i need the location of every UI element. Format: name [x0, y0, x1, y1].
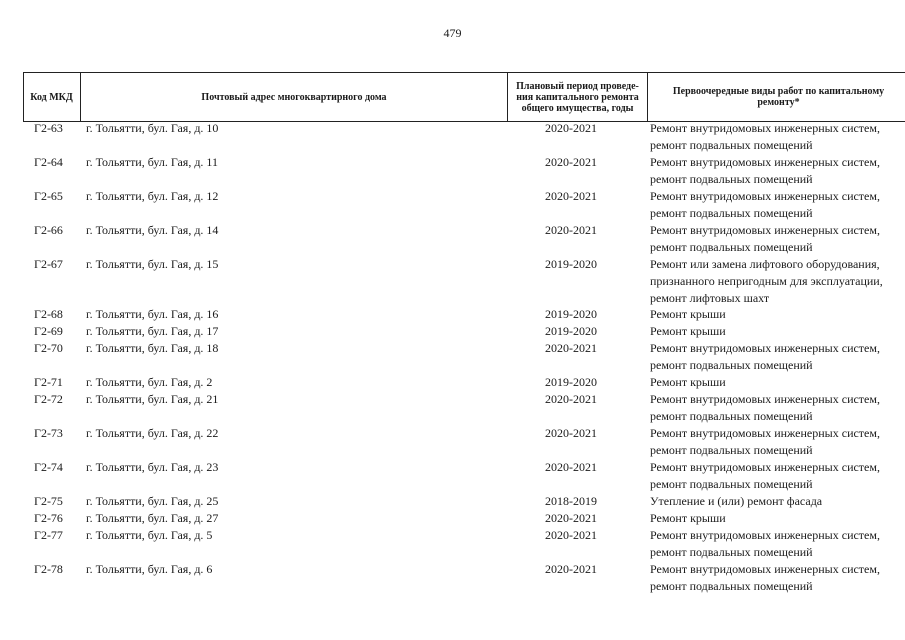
row-works-line: Ремонт внутридомовых инженерных систем,: [650, 223, 880, 237]
row-code: Г2-66: [34, 223, 63, 237]
row-works-line: ремонт подвальных помещений: [650, 545, 813, 559]
row-works: [650, 222, 905, 256]
row-works: [650, 527, 905, 561]
row-works: [650, 256, 905, 307]
row-period: 2020-2021: [545, 341, 597, 355]
row-works-line: Ремонт внутридомовых инженерных систем,: [650, 341, 880, 355]
row-works-line: Ремонт или замена лифтового оборудования,: [650, 257, 880, 271]
row-address: г. Тольятти, бул. Гая, д. 27: [86, 511, 219, 525]
row-address: г. Тольятти, бул. Гая, д. 25: [86, 494, 219, 508]
row-period: 2019-2020: [545, 324, 597, 338]
row-works: [650, 425, 905, 459]
row-code: Г2-77: [34, 528, 63, 542]
row-period: 2020-2021: [545, 562, 597, 576]
row-period: 2020-2021: [545, 155, 597, 169]
row-works: [650, 120, 905, 154]
row-works-line: ремонт подвальных помещений: [650, 240, 813, 254]
row-works-line: Ремонт крыши: [650, 375, 726, 389]
row-works: [650, 188, 905, 222]
row-code: Г2-64: [34, 155, 63, 169]
row-works-line: Ремонт внутридомовых инженерных систем,: [650, 562, 880, 576]
row-period: 2020-2021: [545, 460, 597, 474]
header-code: Код МКД: [30, 91, 73, 103]
row-address: г. Тольятти, бул. Гая, д. 15: [86, 257, 219, 271]
row-works: [650, 340, 905, 374]
row-code: Г2-68: [34, 307, 63, 321]
row-code: Г2-69: [34, 324, 63, 338]
row-works-line: Ремонт крыши: [650, 511, 726, 525]
row-address: г. Тольятти, бул. Гая, д. 14: [86, 223, 219, 237]
header-address: Почтовый адрес многоквартирного дома: [80, 73, 507, 121]
row-code: Г2-76: [34, 511, 63, 525]
row-code: Г2-70: [34, 341, 63, 355]
row-works-line: Ремонт внутридомовых инженерных систем,: [650, 528, 880, 542]
row-period: 2020-2021: [545, 528, 597, 542]
row-works-line: ремонт подвальных помещений: [650, 358, 813, 372]
row-code: Г2-65: [34, 189, 63, 203]
row-address: г. Тольятти, бул. Гая, д. 18: [86, 341, 219, 355]
row-period: 2020-2021: [545, 511, 597, 525]
row-works: [650, 493, 905, 510]
row-works-line: Ремонт крыши: [650, 307, 726, 321]
row-address: г. Тольятти, бул. Гая, д. 22: [86, 426, 219, 440]
row-address: г. Тольятти, бул. Гая, д. 12: [86, 189, 219, 203]
row-address: г. Тольятти, бул. Гая, д. 6: [86, 562, 213, 576]
row-address: г. Тольятти, бул. Гая, д. 23: [86, 460, 219, 474]
row-address: г. Тольятти, бул. Гая, д. 21: [86, 392, 219, 406]
row-period: 2019-2020: [545, 257, 597, 271]
row-period: 2020-2021: [545, 392, 597, 406]
row-works-line: ремонт подвальных помещений: [650, 443, 813, 457]
row-works: [650, 154, 905, 188]
row-works: [650, 323, 905, 340]
row-period: 2020-2021: [545, 223, 597, 237]
row-period: 2020-2021: [545, 426, 597, 440]
row-code: Г2-63: [34, 121, 63, 135]
row-works-line: ремонт подвальных помещений: [650, 477, 813, 491]
row-works: [650, 374, 905, 391]
page-number: 479: [443, 26, 462, 40]
row-works: [650, 459, 905, 493]
row-period: 2018-2019: [545, 494, 597, 508]
row-works-line: ремонт подвальных помещений: [650, 206, 813, 220]
row-code: Г2-71: [34, 375, 63, 389]
row-works-line: ремонт подвальных помещений: [650, 138, 813, 152]
row-works-line: Ремонт внутридомовых инженерных систем,: [650, 189, 880, 203]
row-period: 2020-2021: [545, 189, 597, 203]
row-address: г. Тольятти, бул. Гая, д. 16: [86, 307, 219, 321]
row-period: 2019-2020: [545, 375, 597, 389]
row-works: [650, 561, 905, 595]
row-code: Г2-74: [34, 460, 63, 474]
row-works: [650, 391, 905, 425]
row-works-line: Ремонт внутридомовых инженерных систем,: [650, 392, 880, 406]
row-works-line: Ремонт внутридомовых инженерных систем,: [650, 426, 880, 440]
row-works-line: признанного непригодным для эксплуатации,: [650, 274, 883, 288]
row-address: г. Тольятти, бул. Гая, д. 17: [86, 324, 219, 338]
row-works-line: Утепление и (или) ремонт фасада: [650, 494, 823, 508]
row-code: Г2-72: [34, 392, 63, 406]
row-address: г. Тольятти, бул. Гая, д. 10: [86, 121, 219, 135]
header-works: Первоочередные виды работ по капитальному ремонту*: [647, 73, 905, 121]
row-code: Г2-73: [34, 426, 63, 440]
row-works: [650, 510, 905, 527]
row-code: Г2-75: [34, 494, 63, 508]
row-address: г. Тольятти, бул. Гая, д. 5: [86, 528, 213, 542]
row-works-line: ремонт подвальных помещений: [650, 409, 813, 423]
row-works-line: ремонт подвальных помещений: [650, 579, 813, 593]
row-works-line: Ремонт внутридомовых инженерных систем,: [650, 155, 880, 169]
row-code: Г2-78: [34, 562, 63, 576]
row-works-line: Ремонт внутридомовых инженерных систем,: [650, 460, 880, 474]
row-period: 2020-2021: [545, 121, 597, 135]
row-works-line: ремонт подвальных помещений: [650, 172, 813, 186]
row-works-line: Ремонт внутридомовых инженерных систем,: [650, 121, 880, 135]
header-period: Плановый период проведе-ния капитального ремонта общего имущества, годы: [507, 73, 647, 121]
row-address: г. Тольятти, бул. Гая, д. 11: [86, 155, 218, 169]
row-works-line: ремонт лифтовых шахт: [650, 291, 770, 305]
row-works: [650, 306, 905, 323]
row-code: Г2-67: [34, 257, 63, 271]
row-address: г. Тольятти, бул. Гая, д. 2: [86, 375, 213, 389]
row-period: 2019-2020: [545, 307, 597, 321]
row-works-line: Ремонт крыши: [650, 324, 726, 338]
